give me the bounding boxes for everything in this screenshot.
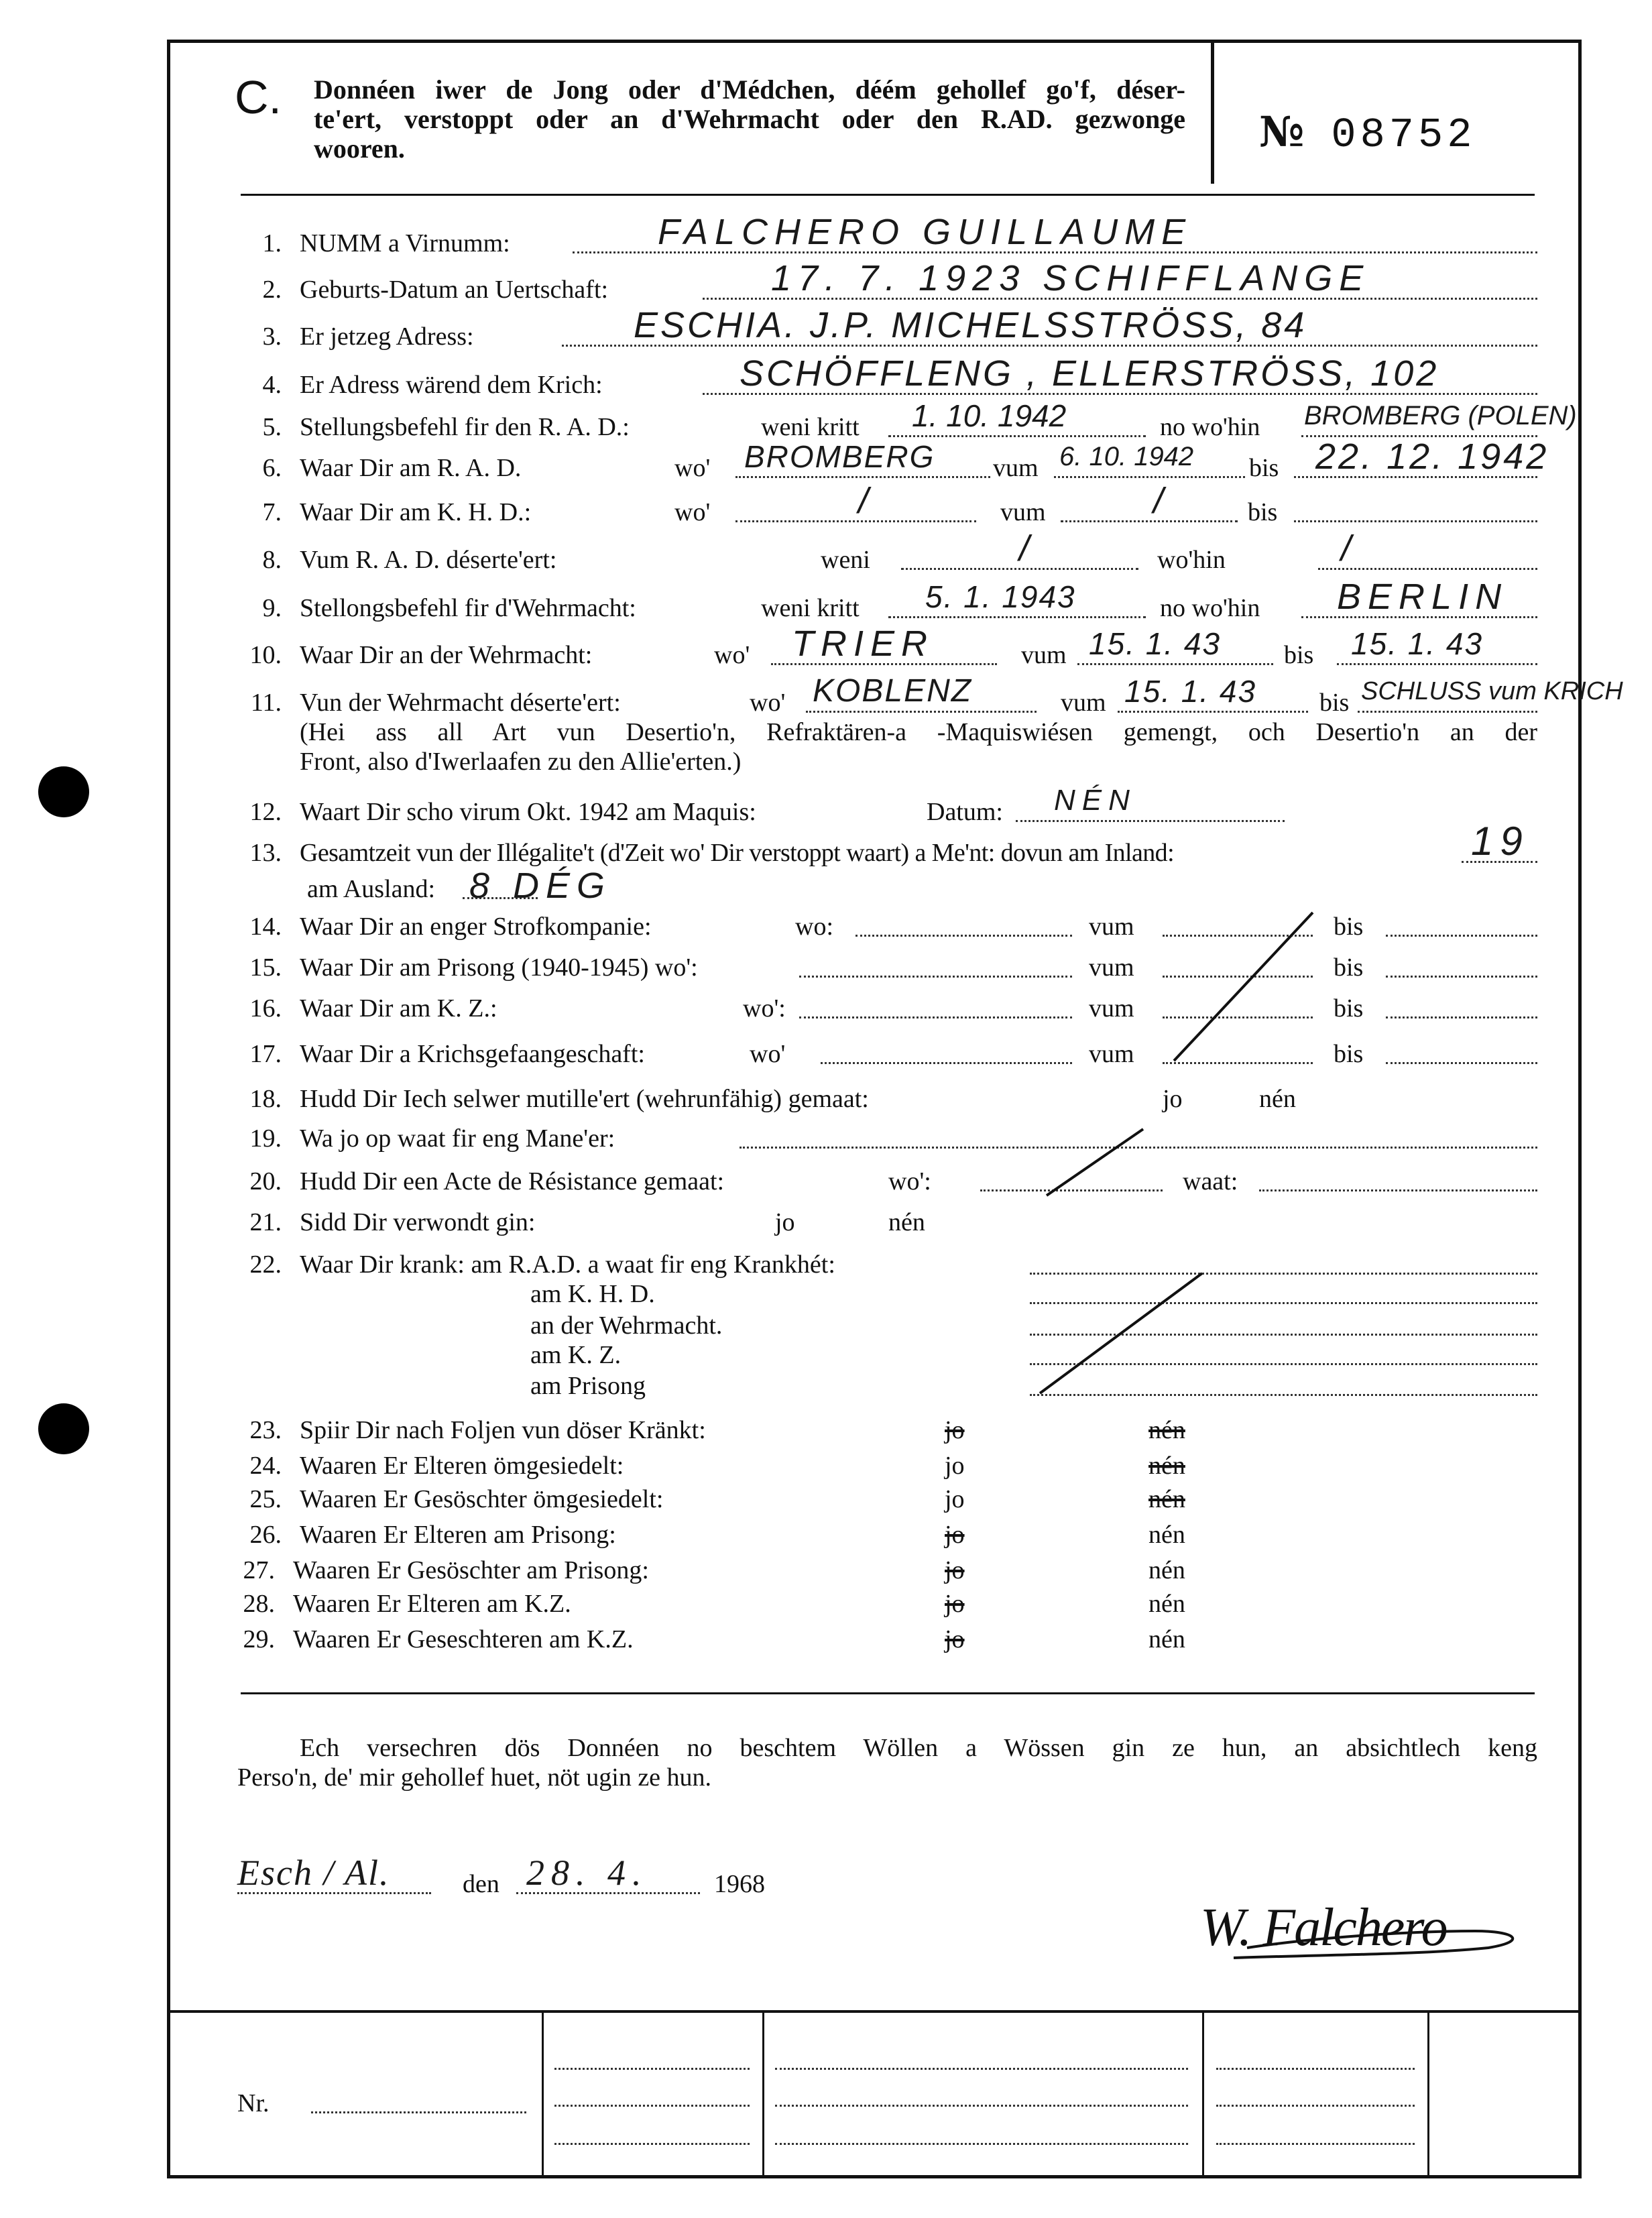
row-label: Waart Dir scho virum Okt. 1942 am Maquis:	[300, 798, 756, 826]
declaration-line: Perso'n, de' mir gehollef huet, nöt ugin ze hun.	[237, 1763, 712, 1792]
field-label: vum	[1021, 641, 1067, 669]
field-label: vum	[1089, 994, 1134, 1023]
row-number: 26.	[249, 1521, 282, 1549]
handwritten-place: Esch / Al.	[237, 1853, 390, 1893]
field-label: am Ausland:	[307, 875, 436, 903]
no-option[interactable]: nén	[1148, 1416, 1185, 1444]
row-label: Stellongsbefehl fir d'Wehrmacht:	[300, 594, 636, 622]
field-label: weni	[821, 546, 870, 574]
field-label: bis	[1334, 953, 1364, 982]
field-label: bis	[1334, 1040, 1364, 1068]
yes-option[interactable]: jo	[945, 1452, 965, 1480]
cancel-slash	[1047, 1129, 1143, 1195]
handwritten-value: 15. 1. 43	[1089, 626, 1222, 661]
handwritten-value: KOBLENZ	[813, 673, 973, 709]
field-label: wo'	[674, 454, 711, 482]
field-label: vum	[1089, 953, 1134, 982]
field-label: bis	[1334, 994, 1364, 1023]
handwritten-value: BERLIN	[1337, 577, 1509, 617]
row-number: 12.	[249, 798, 282, 826]
sub-label: an der Wehrmacht.	[530, 1311, 723, 1340]
field-label: wo'hin	[1157, 546, 1226, 574]
row-label: Wa jo op waat fir eng Mane'er:	[300, 1124, 615, 1153]
field-label: wo'	[714, 641, 750, 669]
field-label: waat:	[1183, 1167, 1238, 1195]
handwritten-value: SCHLUSS vum KRICH	[1361, 677, 1623, 705]
yes-option[interactable]: jo	[945, 1590, 965, 1618]
row-label: Waar Dir am K. Z.:	[300, 994, 497, 1023]
row-number: 22.	[249, 1250, 282, 1279]
row-label: Er jetzeg Adress:	[300, 323, 474, 351]
section-letter: C.	[235, 71, 282, 123]
handwritten-value: SCHÖFFLENG , ELLERSTRÖSS, 102	[740, 353, 1439, 394]
row-label: Waaren Er Elteren ömgesiedelt:	[300, 1452, 624, 1480]
handwritten-value: TRIER	[792, 624, 934, 664]
row-number: 11.	[250, 689, 282, 717]
title-line: te'ert, verstoppt oder an d'Wehrmacht oder den R.AD. gezwonge	[314, 104, 1185, 134]
no-option[interactable]: nén	[1148, 1485, 1185, 1513]
row-label: Er Adress wärend dem Krich:	[300, 371, 603, 399]
row-number: 6.	[262, 454, 282, 482]
field-label: bis	[1249, 454, 1279, 482]
title-line: Donnéen iwer de Jong oder d'Médchen, déém gehollef go'f, déser-	[314, 74, 1185, 105]
field-label: weni kritt	[761, 594, 860, 622]
row-label: Hudd Dir Iech selwer mutille'ert (wehrunfähig) gemaat:	[300, 1085, 869, 1113]
handwritten-value: FALCHERO GUILLAUME	[658, 212, 1193, 252]
yes-option[interactable]: jo	[945, 1625, 965, 1653]
yes-option[interactable]: jo	[945, 1416, 965, 1444]
handwritten-value: 15. 1. 43	[1351, 626, 1484, 661]
row-label: Waar Dir am Prisong (1940-1945) wo':	[300, 953, 698, 982]
field-label: bis	[1248, 498, 1278, 526]
den-label: den	[463, 1870, 499, 1898]
row-label: Waaren Er Elteren am K.Z.	[293, 1590, 571, 1618]
field-label: vum	[1089, 913, 1134, 941]
row-label: Vun der Wehrmacht déserte'ert:	[300, 689, 621, 717]
row-label: Waar Dir am K. H. D.:	[300, 498, 532, 526]
signature: W. Falchero	[1200, 1898, 1447, 1957]
row-number: 3.	[262, 323, 282, 351]
row-number: 8.	[262, 546, 282, 574]
sub-label: am K. H. D.	[530, 1280, 655, 1308]
row-label: Waar Dir a Krichsgefaangeschaft:	[300, 1040, 645, 1068]
title-line: wooren.	[314, 133, 405, 164]
field-label: wo':	[888, 1167, 931, 1195]
row-number: 23.	[249, 1416, 282, 1444]
row-number: 14.	[249, 913, 282, 941]
row-label: Waar Dir an enger Strofkompanie:	[300, 913, 652, 941]
handwritten-value: NÉN	[1054, 784, 1136, 817]
row-number: 5.	[262, 413, 282, 441]
yes-option[interactable]: jo	[775, 1208, 795, 1236]
handwritten-value: 22. 12. 1942	[1315, 436, 1549, 477]
row-number: 24.	[249, 1452, 282, 1480]
no-option[interactable]: nén	[1259, 1085, 1296, 1113]
row-number: 27.	[243, 1556, 275, 1584]
field-label: bis	[1284, 641, 1314, 669]
field-label: vum	[1061, 689, 1106, 717]
handwritten-value: 15. 1. 43	[1124, 674, 1257, 709]
handwritten-date: 28. 4.	[526, 1853, 648, 1893]
row-label: Geburts-Datum an Uertschaft:	[300, 276, 609, 304]
handwritten-value: ESCHIA. J.P. MICHELSSTRÖSS, 84	[634, 305, 1307, 345]
no-option[interactable]: nén	[1148, 1521, 1185, 1549]
row-number: 17.	[249, 1040, 282, 1068]
row-number: 21.	[249, 1208, 282, 1236]
row-label: Waar Dir an der Wehrmacht:	[300, 641, 593, 669]
sub-label: am K. Z.	[530, 1341, 622, 1369]
row-label: Gesamtzeit vun der Illégalite't (d'Zeit wo' Dir verstoppt waart) a Me'nt: dovun am Inland:	[300, 839, 1175, 867]
field-label: wo'	[674, 498, 711, 526]
handwritten-value: 5. 1. 1943	[925, 579, 1076, 614]
year-label: 1968	[714, 1870, 765, 1898]
row-number: 16.	[249, 994, 282, 1023]
no-option[interactable]: nén	[1148, 1590, 1185, 1618]
row-number: 29.	[243, 1625, 275, 1653]
handwritten-value: 8 DÉG	[469, 866, 612, 906]
no-option[interactable]: nén	[888, 1208, 925, 1236]
handwritten-value: /	[1341, 528, 1358, 569]
handwritten-value: /	[1153, 481, 1171, 521]
handwritten-value: 19	[1471, 819, 1529, 864]
field-label: wo':	[743, 994, 786, 1023]
number-value: 08752	[1331, 111, 1476, 159]
row-label: Waaren Er Gesöschter ömgesiedelt:	[300, 1485, 664, 1513]
row-number: 9.	[262, 594, 282, 622]
row-label: Spiir Dir nach Foljen vun döser Kränkt:	[300, 1416, 706, 1444]
row-label: Waaren Er Gesöschter am Prisong:	[293, 1556, 649, 1584]
row-number: 10.	[249, 641, 282, 669]
row-number: 7.	[262, 498, 282, 526]
row-number: 2.	[262, 276, 282, 304]
handwritten-value: /	[858, 481, 876, 521]
row-label: Waaren Er Geseschteren am K.Z.	[293, 1625, 634, 1653]
row-number: 13.	[249, 839, 282, 867]
field-label: wo:	[795, 913, 833, 941]
row-number: 4.	[262, 371, 282, 399]
row-label: Waar Dir krank: am R.A.D. a waat fir eng Krankhét:	[300, 1250, 835, 1279]
field-label: bis	[1319, 689, 1350, 717]
note-line: Front, also d'Iwerlaafen zu den Allie'erten.)	[300, 748, 742, 776]
note-line: (Hei ass all Art vun Desertio'n, Refraktären-a -Maquiswiésen gemengt, och Desertio'n an der	[300, 718, 1537, 746]
handwritten-value: 17. 7. 1923 SCHIFFLANGE	[771, 258, 1370, 298]
row-number: 19.	[249, 1124, 282, 1153]
no-option[interactable]: nén	[1148, 1625, 1185, 1653]
row-label: Vum R. A. D. déserte'ert:	[300, 546, 557, 574]
signature-flourish	[1234, 1931, 1513, 1958]
row-label: Sidd Dir verwondt gin:	[300, 1208, 536, 1236]
yes-option[interactable]: jo	[945, 1556, 965, 1584]
declaration-line: Ech versechren dös Donnéen no beschtem Wöllen a Wössen gin ze hun, an absichtlech keng	[300, 1734, 1537, 1762]
handwritten-value: BROMBERG (POLEN)	[1304, 401, 1577, 430]
row-number: 1.	[262, 229, 282, 257]
field-label: weni kritt	[761, 413, 860, 441]
row-number: 18.	[249, 1085, 282, 1113]
yes-option[interactable]: jo	[945, 1521, 965, 1549]
cancel-slash	[1174, 913, 1313, 1061]
row-number: 28.	[243, 1590, 275, 1618]
number-symbol: №	[1259, 107, 1305, 156]
row-label: Waaren Er Elteren am Prisong:	[300, 1521, 616, 1549]
yes-option[interactable]: jo	[1163, 1085, 1183, 1113]
handwritten-value: 1. 10. 1942	[912, 398, 1067, 433]
row-label: NUMM a Virnumm:	[300, 229, 510, 257]
handwritten-value: BROMBERG	[744, 439, 935, 474]
field-label: vum	[993, 454, 1039, 482]
field-label: Datum:	[927, 798, 1003, 826]
nr-label: Nr.	[237, 2089, 270, 2117]
handwritten-value: /	[1019, 528, 1037, 569]
row-label: Waar Dir am R. A. D.	[300, 454, 522, 482]
row-number: 20.	[249, 1167, 282, 1195]
row-label: Hudd Dir een Acte de Résistance gemaat:	[300, 1167, 725, 1195]
field-label: bis	[1334, 913, 1364, 941]
row-number: 15.	[249, 953, 282, 982]
field-label: vum	[1089, 1040, 1134, 1068]
cancel-slash	[1040, 1273, 1202, 1393]
row-label: Stellungsbefehl fir den R. A. D.:	[300, 413, 630, 441]
no-option[interactable]: nén	[1148, 1452, 1185, 1480]
yes-option[interactable]: jo	[945, 1485, 965, 1513]
no-option[interactable]: nén	[1148, 1556, 1185, 1584]
field-label: wo'	[750, 1040, 786, 1068]
sub-label: am Prisong	[530, 1372, 646, 1400]
field-label: vum	[1000, 498, 1046, 526]
handwritten-value: 6. 10. 1942	[1059, 442, 1194, 471]
field-label: wo'	[750, 689, 786, 717]
row-number: 25.	[249, 1485, 282, 1513]
field-label: no wo'hin	[1160, 413, 1260, 441]
field-label: no wo'hin	[1160, 594, 1260, 622]
